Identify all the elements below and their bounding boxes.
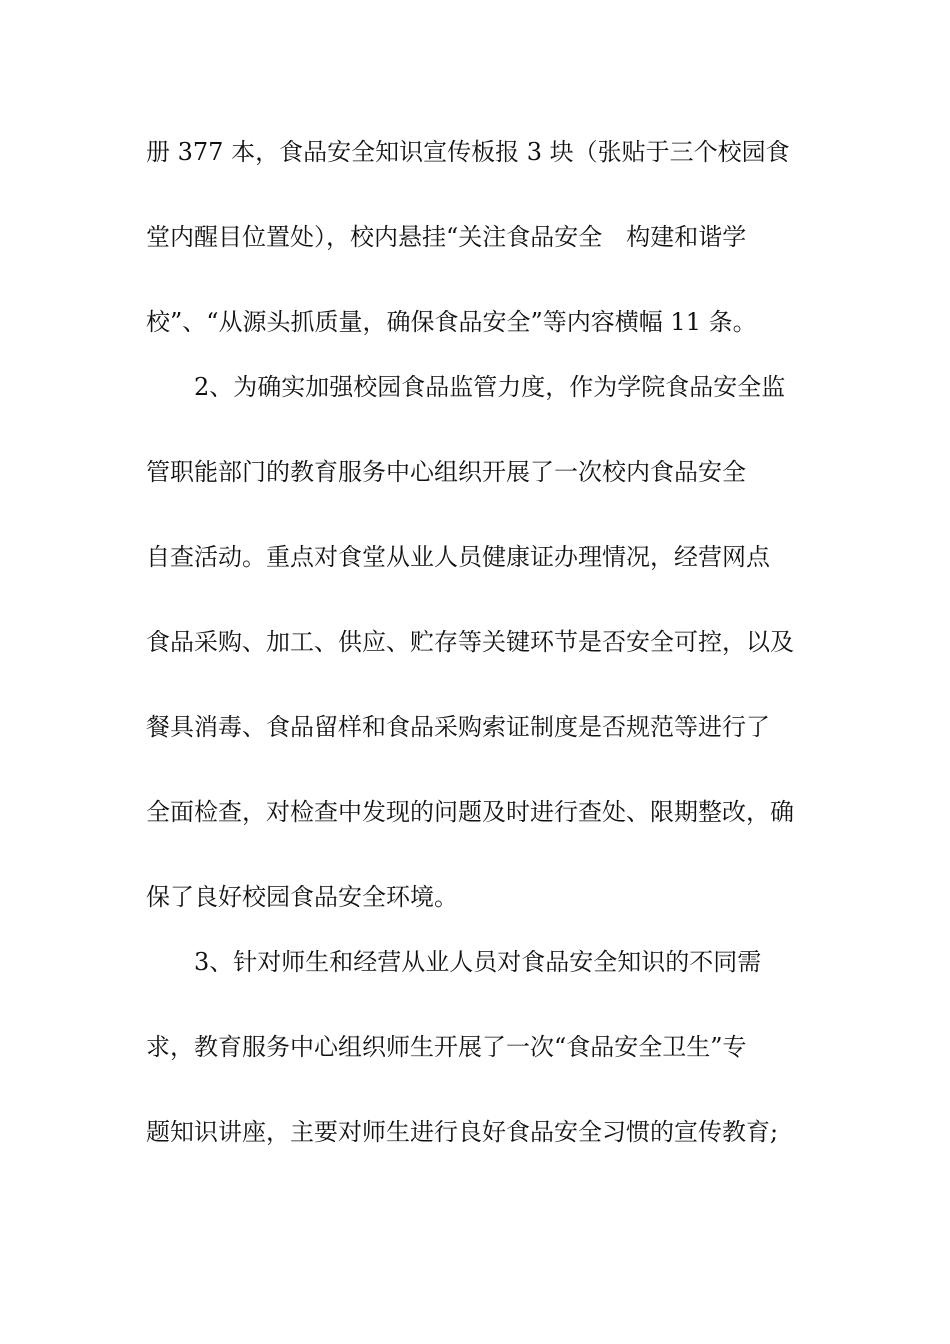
text-line: 食品采购、加工、供应、贮存等关键环节是否安全可控，以及: [146, 628, 794, 656]
text-line: 餐具消毒、食品留样和食品采购索证制度是否规范等进行了: [146, 713, 770, 741]
text-line: 保了良好校园食品安全环境。: [146, 883, 458, 911]
text-line: 自查活动。重点对食堂从业人员健康证办理情况，经营网点: [146, 543, 770, 571]
text-line: 管职能部门的教育服务中心组织开展了一次校内食品安全: [146, 458, 746, 486]
text-line: 题知识讲座，主要对师生进行良好食品安全习惯的宣传教育;: [146, 1118, 779, 1146]
text-line: 堂内醒目位置处），校内悬挂“关注食品安全 构建和谐学: [146, 223, 747, 251]
text-line: 求，教育服务中心组织师生开展了一次“食品安全卫生”专: [146, 1033, 747, 1061]
text-line: 全面检查，对检查中发现的问题及时进行查处、限期整改，确: [146, 798, 794, 826]
text-line: 校”、“从源头抓质量，确保食品安全”等内容横幅 11 条。: [146, 308, 757, 336]
text-line: 册 377 本，食品安全知识宣传板报 3 块（张贴于三个校园食: [146, 138, 790, 166]
paragraph-3-first-line: 3、针对师生和经营从业人员对食品安全知识的不同需: [194, 948, 762, 976]
paragraph-2-first-line: 2、为确实加强校园食品监管力度，作为学院食品安全监: [194, 373, 786, 401]
